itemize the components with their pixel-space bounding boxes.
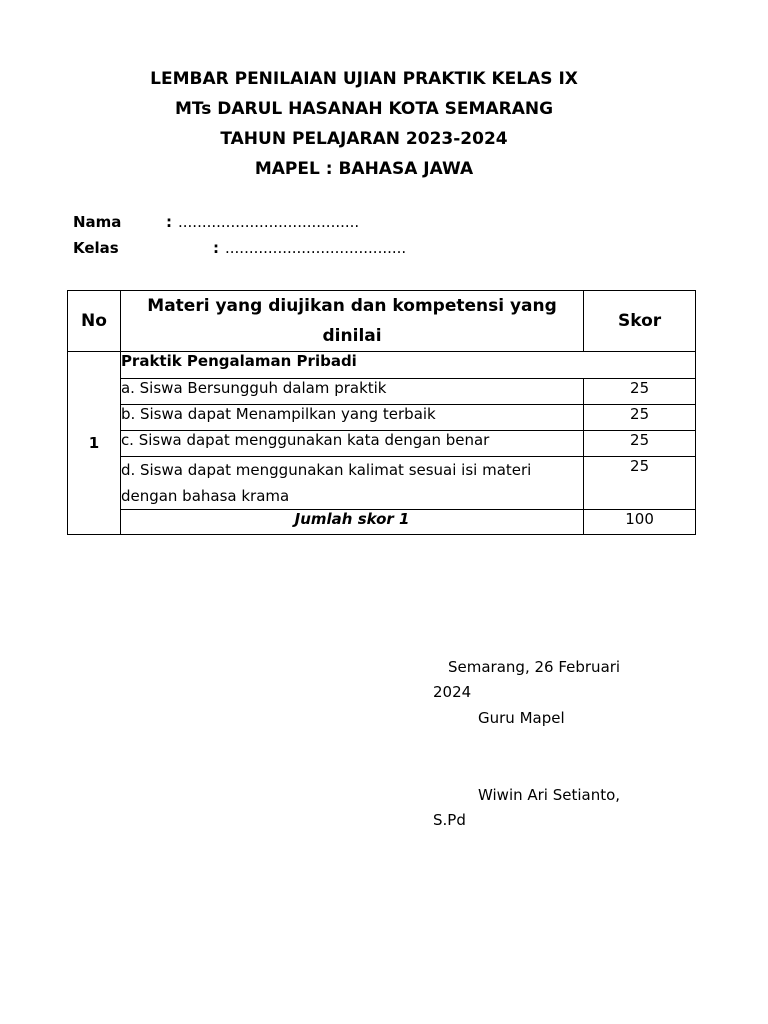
item-score: 25 [584, 405, 696, 431]
row-number: 1 [68, 352, 121, 535]
signer-role: Guru Mapel [478, 709, 565, 727]
item-text: a. Siswa Bersungguh dalam praktik [120, 379, 583, 405]
title-line-4: MAPEL : BAHASA JAWA [254, 159, 474, 179]
nama-field: ...................................... [178, 213, 360, 231]
table-row [68, 457, 696, 510]
nama-label: Nama [73, 213, 122, 231]
table-row [68, 431, 696, 457]
kelas-colon: : [213, 239, 219, 257]
header-skor: Skor [584, 291, 696, 352]
total-row [68, 510, 696, 535]
total-score: 100 [584, 510, 696, 535]
header-materi: Materi yang diujikan dan kompetensi yang dinilai [120, 291, 583, 352]
item-score: 25 [584, 379, 696, 405]
item-text: b. Siswa dapat Menampilkan yang terbaik [120, 405, 583, 431]
signer-name: Wiwin Ari Setianto, [478, 786, 621, 804]
total-label: Jumlah skor 1 [120, 510, 583, 535]
nama-colon: : [166, 213, 172, 231]
title-line-1: LEMBAR PENILAIAN UJIAN PRAKTIK KELAS IX [150, 69, 578, 89]
title-line-3: TAHUN PELAJARAN 2023-2024 [220, 129, 508, 149]
assessment-table [67, 290, 696, 535]
kelas-label: Kelas [73, 239, 119, 257]
title-line-2: MTs DARUL HASANAH KOTA SEMARANG [174, 99, 554, 119]
section-title: Praktik Pengalaman Pribadi [120, 352, 695, 379]
table-row [68, 379, 696, 405]
place-date: Semarang, 26 Februari [448, 658, 621, 676]
section-row [68, 352, 696, 379]
table-row [68, 405, 696, 431]
place-date-year: 2024 [433, 683, 472, 701]
item-score: 25 [584, 457, 696, 510]
table-header-row [68, 291, 696, 352]
header-no: No [68, 291, 121, 352]
signer-title: S.Pd [433, 811, 466, 829]
kelas-field: ...................................... [225, 239, 407, 257]
item-score: 25 [584, 431, 696, 457]
item-text: c. Siswa dapat menggunakan kata dengan benar [120, 431, 583, 457]
item-text: d. Siswa dapat menggunakan kalimat sesuai isi materi dengan bahasa krama [120, 457, 583, 510]
